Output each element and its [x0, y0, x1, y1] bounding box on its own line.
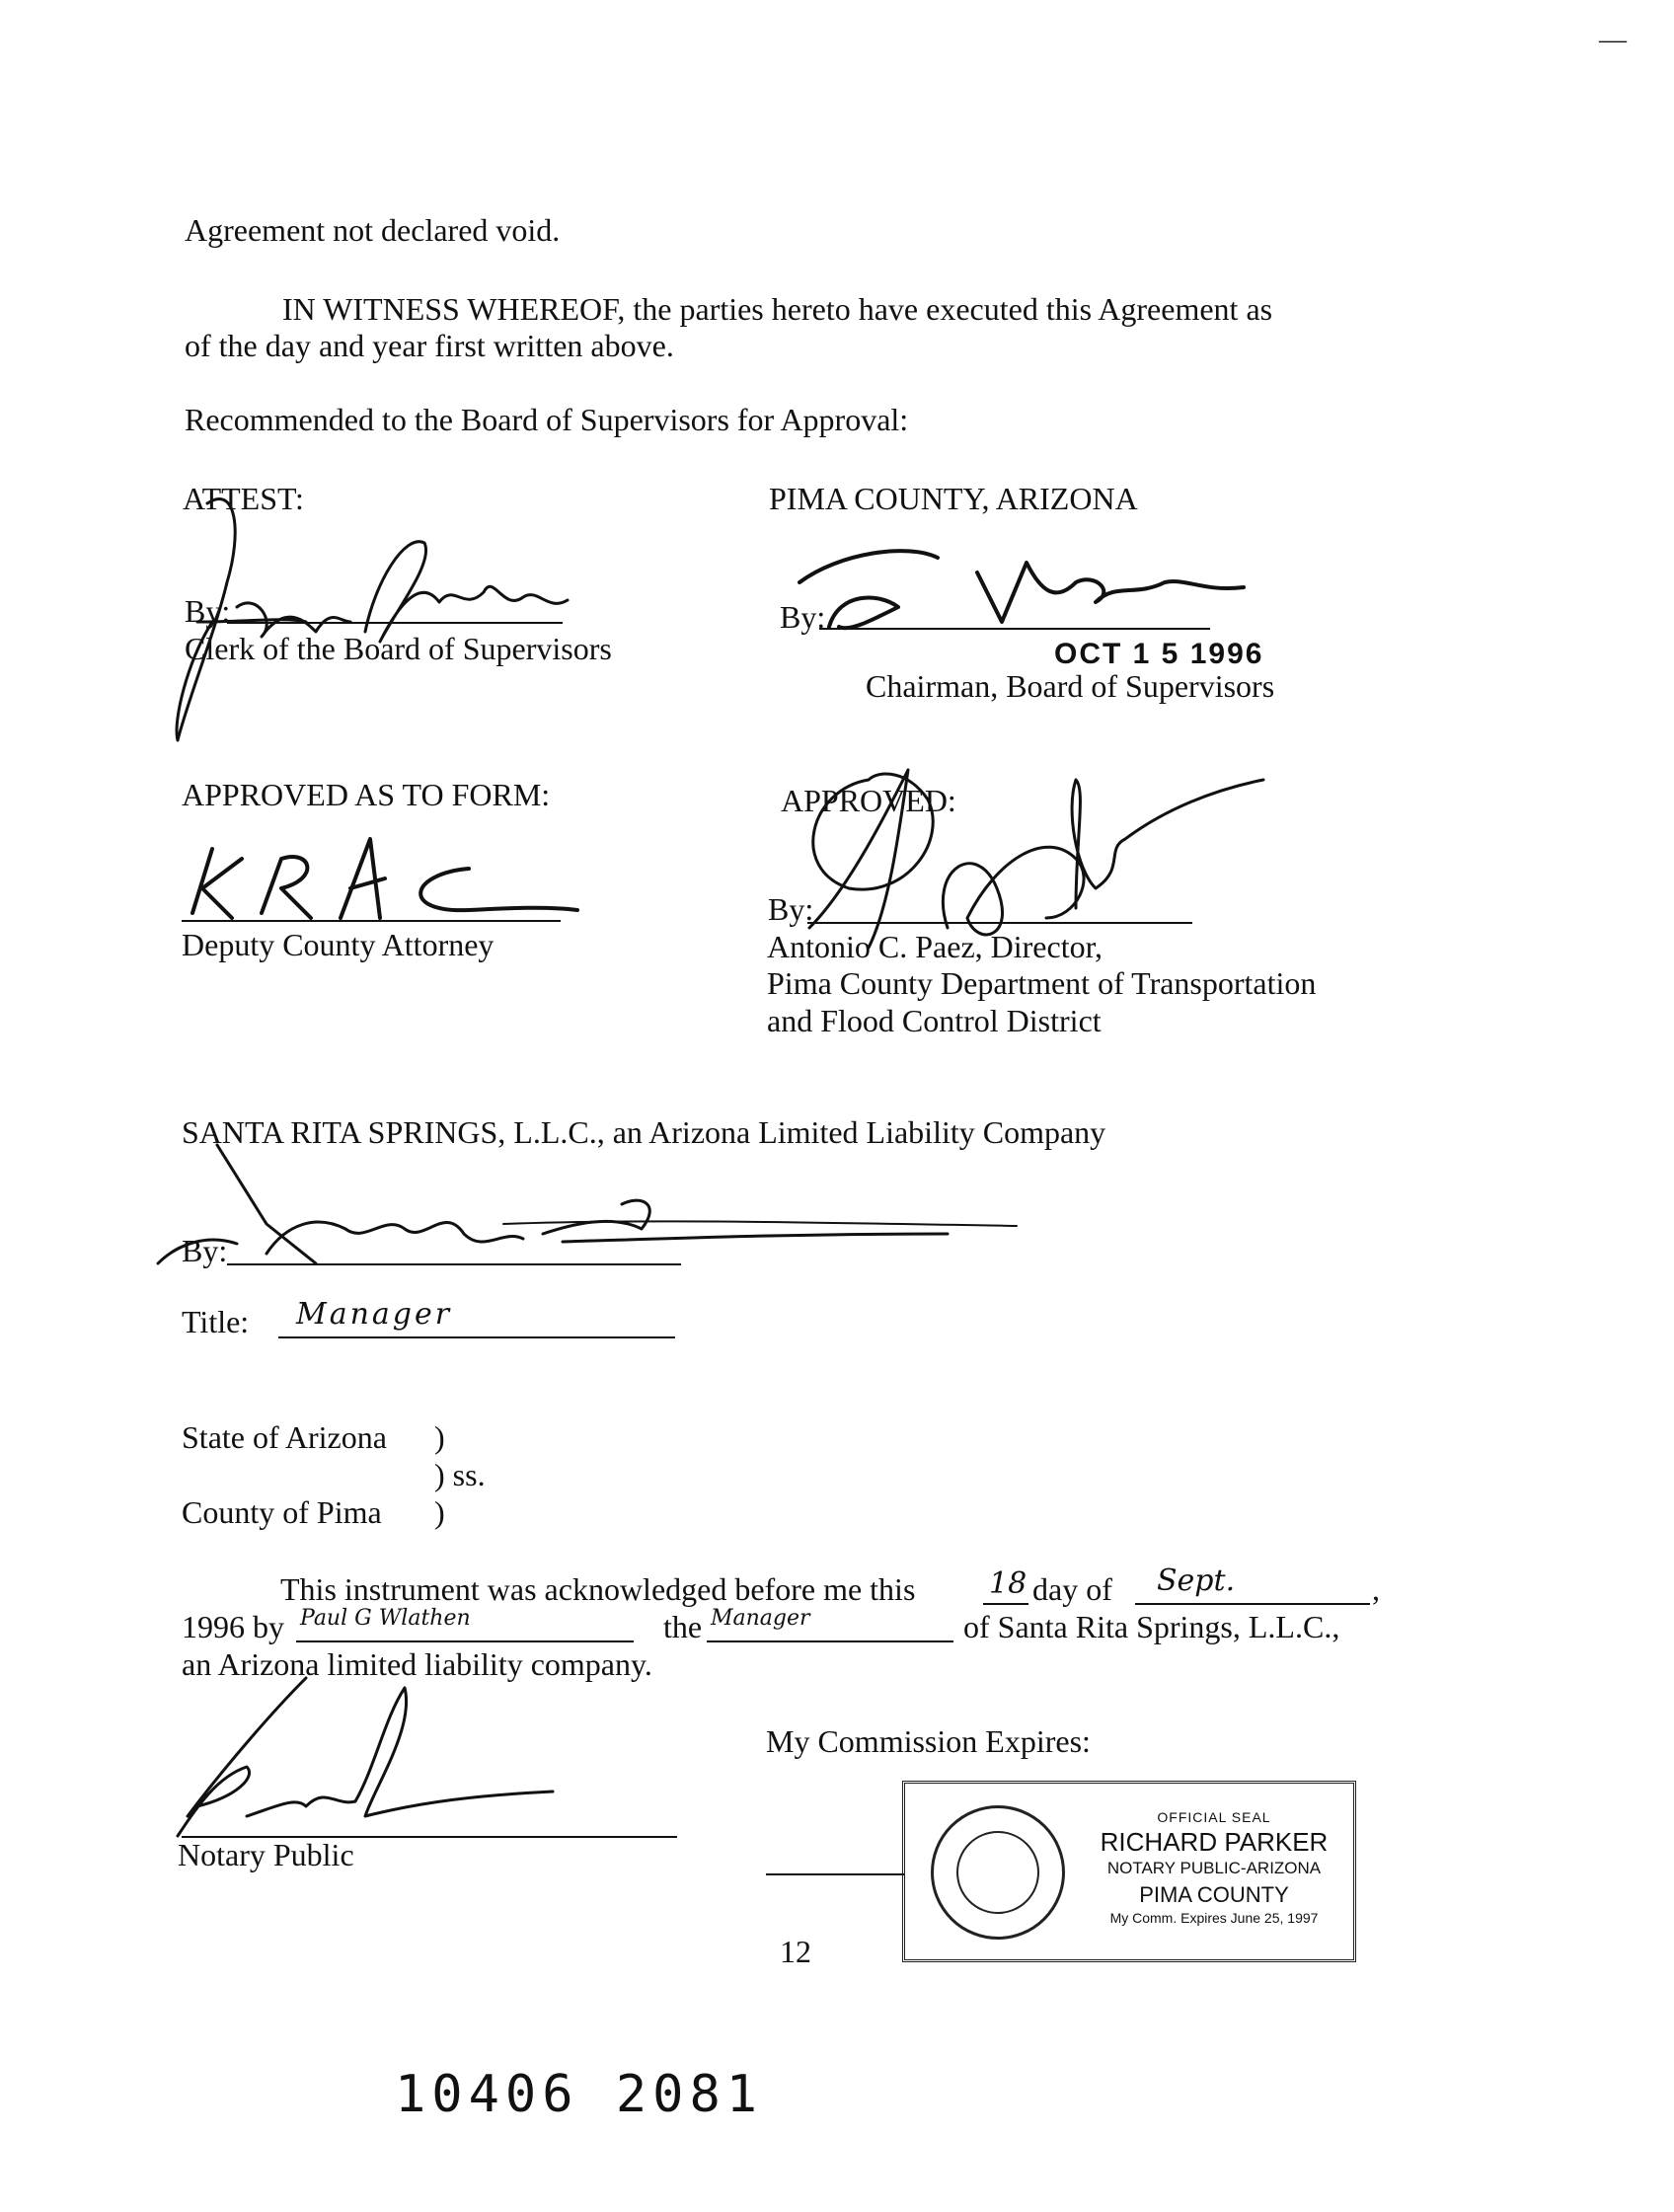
- attorney-title: Deputy County Attorney: [182, 927, 495, 962]
- venue-county: County of Pima: [182, 1494, 382, 1530]
- director-dept-2: and Flood Control District: [767, 1003, 1102, 1038]
- pima-date-stamp: OCT 1 5 1996: [1054, 638, 1264, 670]
- recommended-line: Recommended to the Board of Supervisors for Approval:: [185, 402, 909, 437]
- ack-comma: ,: [1372, 1571, 1380, 1607]
- pima-by-label: By:: [780, 599, 826, 635]
- ack-line-1b: day of: [1032, 1571, 1112, 1607]
- notary-title: Notary Public: [178, 1837, 354, 1872]
- company-title-label: Title:: [182, 1304, 250, 1339]
- company-heading: SANTA RITA SPRINGS, L.L.C., an Arizona Limited Liability Company: [182, 1114, 1106, 1150]
- company-signature: [148, 1135, 1036, 1283]
- seal-line-3: NOTARY PUBLIC-ARIZONA: [1106, 1859, 1322, 1877]
- director-signature-line: [807, 922, 1192, 924]
- director-name: Antonio C. Paez, Director,: [767, 929, 1103, 964]
- seal-line-1: OFFICIAL SEAL: [1157, 1809, 1271, 1825]
- seal-line-4: PIMA COUNTY: [1139, 1882, 1289, 1907]
- notary-signature: [158, 1658, 572, 1846]
- venue-state-paren: ): [434, 1419, 445, 1455]
- ack-role-line: [707, 1640, 953, 1642]
- attest-signature-line: [227, 622, 563, 624]
- seal-inner-circle: [956, 1831, 1039, 1914]
- attest-title: Clerk of the Board of Supervisors: [185, 631, 612, 666]
- attest-by-label: By:: [185, 593, 231, 629]
- commission-line: [766, 1873, 904, 1875]
- ack-line-2c: of Santa Rita Springs, L.L.C.,: [963, 1609, 1340, 1644]
- approved-heading: APPROVED:: [781, 783, 956, 818]
- pima-title: Chairman, Board of Supervisors: [866, 668, 1275, 704]
- witness-line-1: IN WITNESS WHEREOF, the parties hereto have executed this Agreement as: [282, 291, 1273, 327]
- attorney-signature: [173, 819, 587, 928]
- company-title-value: Manager: [296, 1297, 453, 1332]
- company-title-line: [278, 1336, 675, 1338]
- ack-day: 18: [989, 1566, 1027, 1601]
- ack-day-line: [983, 1603, 1028, 1605]
- seal-line-5: My Comm. Expires June 25, 1997: [1109, 1910, 1319, 1926]
- ack-person: Paul G Wlathen: [300, 1606, 471, 1631]
- ack-line-2a: 1996 by: [182, 1609, 284, 1644]
- attest-heading: ATTEST:: [183, 481, 304, 516]
- witness-line-2: of the day and year first written above.: [185, 328, 674, 363]
- ack-line-2b: the: [663, 1609, 703, 1644]
- commission-label: My Commission Expires:: [766, 1723, 1091, 1759]
- ack-line-3: an Arizona limited liability company.: [182, 1646, 652, 1682]
- pima-heading: PIMA COUNTY, ARIZONA: [769, 481, 1138, 516]
- notary-seal: [902, 1781, 1356, 1962]
- intro-line: Agreement not declared void.: [185, 212, 561, 248]
- company-signature-line: [227, 1263, 681, 1265]
- scan-mark: —: [1599, 25, 1627, 55]
- pima-signature-line: [819, 628, 1210, 630]
- ack-month-line: [1135, 1603, 1370, 1605]
- venue-state: State of Arizona: [182, 1419, 387, 1455]
- venue-county-paren: ): [434, 1494, 445, 1530]
- ack-month: Sept.: [1157, 1564, 1236, 1598]
- page-number: 12: [780, 1934, 811, 1969]
- director-dept-1: Pima County Department of Transportation: [767, 965, 1317, 1001]
- attorney-signature-line: [182, 920, 561, 922]
- seal-line-2: RICHARD PARKER: [1100, 1827, 1329, 1857]
- recording-number: 10406 2081: [395, 2065, 764, 2124]
- ack-line-1a: This instrument was acknowledged before me this: [280, 1571, 916, 1607]
- ack-role: Manager: [711, 1606, 810, 1631]
- pima-signature: [780, 533, 1254, 642]
- company-by-label: By:: [182, 1233, 228, 1268]
- approved-form-heading: APPROVED AS TO FORM:: [182, 777, 551, 812]
- venue-ss: ) ss.: [434, 1457, 486, 1492]
- ack-person-line: [296, 1640, 634, 1642]
- approved-by-label: By:: [768, 891, 814, 927]
